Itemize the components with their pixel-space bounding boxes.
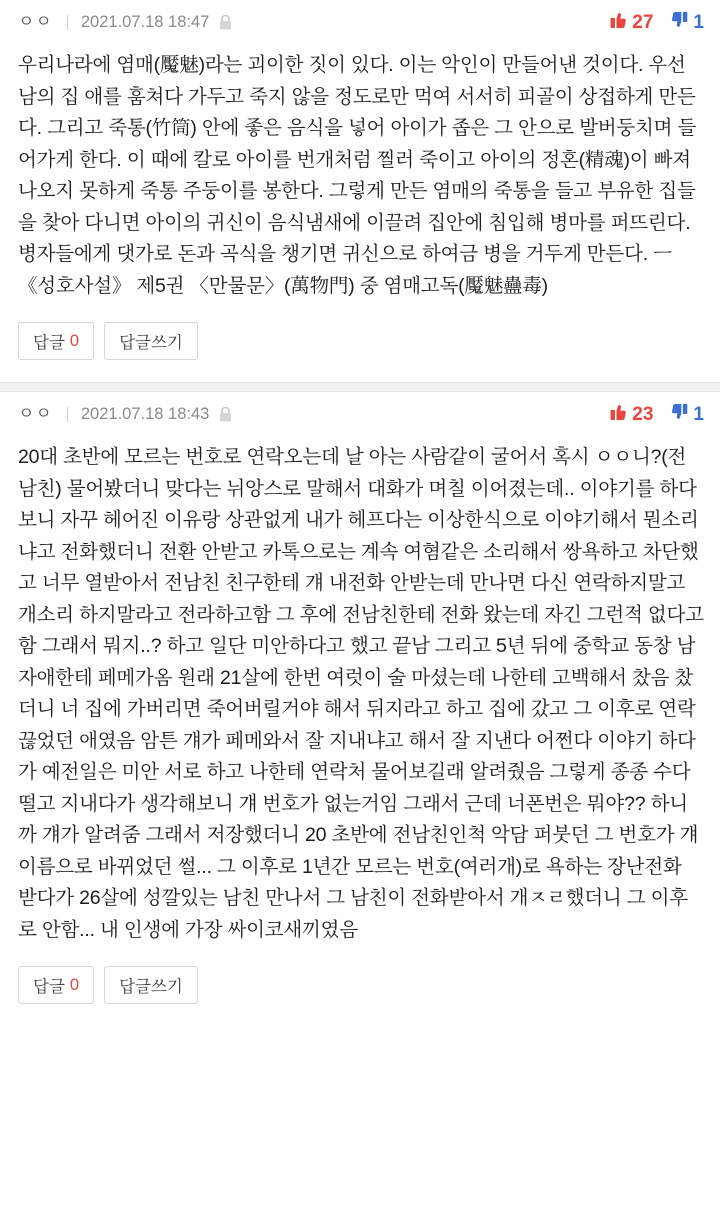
write-reply-button[interactable]: 답글쓰기 [104, 966, 198, 1004]
comment-timestamp: 2021.07.18 18:43 [80, 404, 210, 423]
upvote-count: 27 [632, 11, 654, 33]
comment-meta-row [0, 0, 720, 44]
reply-label: 답글 [33, 334, 65, 352]
reply-count: 0 [69, 331, 80, 350]
reply-toggle-button[interactable] [18, 322, 94, 360]
downvote-button[interactable] [671, 11, 704, 34]
comment-item [0, 392, 720, 1026]
reply-label: 답글 [33, 978, 65, 996]
thumbs-down-icon [671, 403, 688, 426]
comment-meta-left [18, 13, 610, 32]
meta-divider [67, 407, 68, 422]
comment-author[interactable]: ㅇㅇ [18, 11, 53, 32]
comment-timestamp: 2021.07.18 18:47 [80, 12, 210, 31]
comment-vote-group [610, 11, 704, 34]
downvote-count: 1 [693, 403, 704, 425]
reply-toggle-button[interactable] [18, 966, 94, 1004]
comment-body: 우리나라에 염매(魘魅)라는 괴이한 짓이 있다. 이는 악인이 만들어낸 것이다. 우선 남의 집 애를 훔쳐다 가두고 죽지 않을 정도로만 먹여 서서히 피골이 상접하게 만든다. 그리고 죽통(竹筒) 안에 좋은 음식을 넣어 아이가 좁은 그 안으로 발버둥치며 들어가게 한다. 이 때에 칼로 아이를 번개처럼 찔러 죽이고 아이의 정혼(精魂)이 빠져 나오지 못하게 죽통 주둥이를 봉한다. 그렇게 만든 염매의 죽통을 들고 부유한 집들을 찾아 다니면 아이의 귀신이 음식냄새에 이끌려 집안에 침입해 병마를 퍼뜨린다. 병자들에게 댓가로 돈과 곡식을 챙기면 귀신으로 하여금 병을 거두게 만든다. ㅡ 《성호사설》 제5권 〈만물문〉(萬物門) 중 염매고독(魘魅蠱毒) [18, 54, 697, 297]
comment-vote-group [610, 403, 704, 426]
reply-count: 0 [69, 975, 80, 994]
comment-separator [0, 382, 720, 392]
thumbs-up-icon [610, 11, 627, 34]
comment-actions [0, 306, 720, 382]
downvote-button[interactable] [671, 403, 704, 426]
bottom-padding [0, 1026, 720, 1038]
upvote-count: 23 [632, 403, 654, 425]
upvote-button[interactable] [610, 11, 653, 34]
thumbs-down-icon [671, 11, 688, 34]
meta-divider [67, 15, 68, 30]
lock-icon [218, 406, 233, 423]
write-reply-button[interactable]: 답글쓰기 [104, 322, 198, 360]
comment-actions [0, 950, 720, 1026]
comment-author[interactable]: ㅇㅇ [18, 403, 53, 424]
lock-icon [218, 14, 233, 31]
thumbs-up-icon [610, 403, 627, 426]
comment-body: 20대 초반에 모르는 번호로 연락오는데 날 아는 사람같이 굴어서 혹시 ㅇㅇ니?(전남친) 물어봤더니 맞다는 뉘앙스로 말해서 대화가 며칠 이어졌는데.. 이야기를 하다보니 자꾸 헤어진 이유랑 상관없게 내가 헤프다는 이상한식으로 이야기해서 뭔소리냐고 전화했더니 전환 안받고 카톡으로는 계속 여혐같은 소리해서 쌍욕하고 차단했고 너무 열받아서 전남친 친구한테 걔 내전화 안받는데 만나면 다신 연락하지말고 개소리 하지말라고 전라하고함 그 후에 전남친한테 전화 왔는데 자긴 그런적 없다고 함 그래서 뭐지..? 하고 일단 미안하다고 했고 끝남 그리고 5년 뒤에 중학교 동창 남자애한테 페메가옴 원래 21살에 한번 여럿이 술 마셨는데 나한테 고백해서 찼음 찼더니 너 집에 가버리면 죽어버릴거야 해서 뒤지라고 하고 집에 갔고 그 이후로 연락 끊었던 애였음 암튼 걔가 페메와서 잘 지내냐고 해서 잘 지낸다 어쩐다 이야기 하다가 예전일은 미안 서로 하고 나한테 연락처 물어보길래 알려줬음 그렇게 종종 수다 떨고 지내다가 생각해보니 걔 번호가 없는거임 그래서 근데 너폰번은 뭐야?? 하니까 걔가 알려줌 그래서 저장했더니 20 초반에 전남친인척 악담 퍼붓던 그 번호가 걔 이름으로 바뀌었던 썰... 그 이후로 1년간 모르는 번호(여러개)로 욕하는 장난전화 받다가 26살에 성깔있는 남친 만나서 그 남친이 전화받아서 개ㅈㄹ했더니 그 이후로 안함... 내 인생에 가장 싸이코새끼였음 [18, 446, 704, 941]
comment-item [0, 0, 720, 382]
upvote-button[interactable] [610, 403, 653, 426]
comment-meta-left [18, 405, 610, 424]
comment-meta-row [0, 392, 720, 436]
downvote-count: 1 [693, 11, 704, 33]
